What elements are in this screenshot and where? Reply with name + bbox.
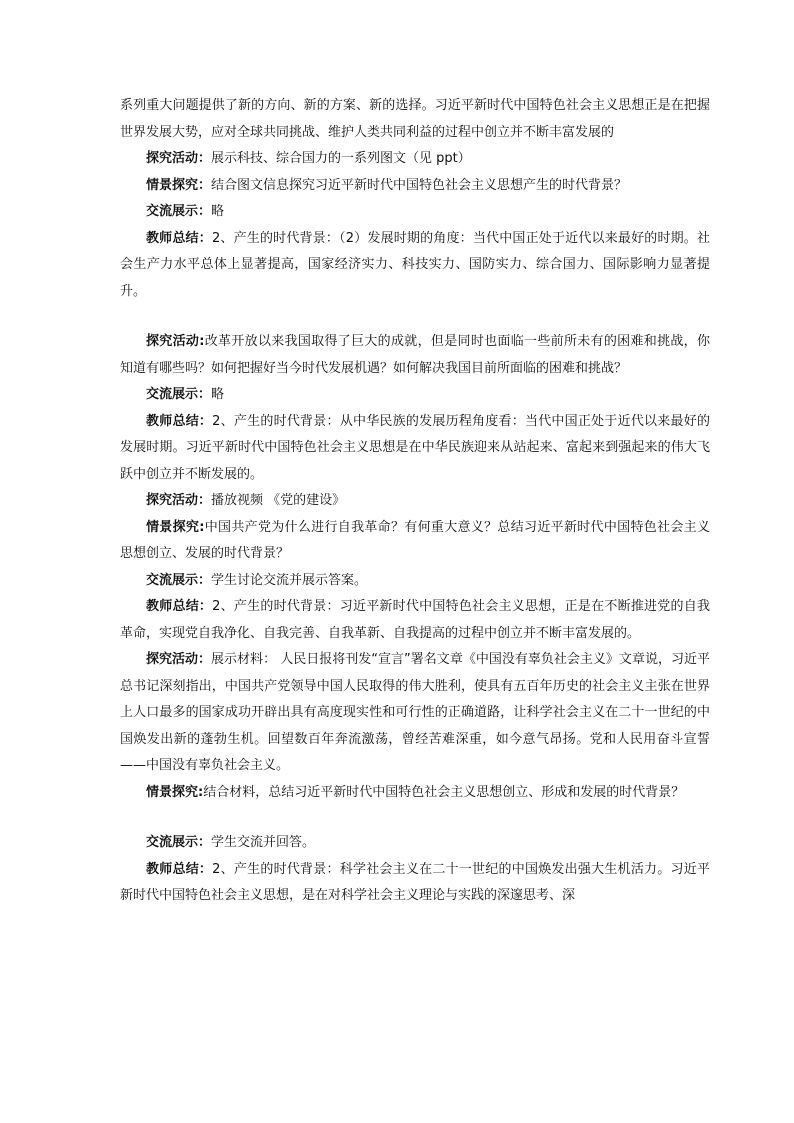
paragraph-text: 结合图文信息探究习近平新时代中国特色社会主义思想产生的时代背景？ xyxy=(211,177,628,193)
paragraph-text: 播放视频 《党的建设》 xyxy=(211,493,346,508)
paragraph-label: 交流展示： xyxy=(146,204,212,219)
paragraph-label: 教师总结： xyxy=(146,599,213,614)
paragraph-teacher-summary-4 xyxy=(120,857,710,910)
paragraph-label: 交流展示： xyxy=(146,835,212,850)
paragraph-text: 中国共产党为什么进行自我革命？有何重大意义？总结习近平新时代中国特色社会主义思想创立、发展的时代背景？ xyxy=(120,519,710,561)
paragraph-text: 改革开放以来我国取得了巨大的成就，但是同时也面临一些前所未有的困难和挑战，你知道有哪些吗？如何把握好当今时代发展机遇？如何解决我国目前所面临的困难和挑战？ xyxy=(120,334,710,376)
paragraph-label: 教师总结： xyxy=(146,861,213,877)
paragraph-label: 情景探究: xyxy=(146,519,205,535)
paragraph-label: 情景探究： xyxy=(146,177,212,193)
paragraph-text: 学生讨论交流并展示答案。 xyxy=(211,572,368,588)
paragraph-exchange-1 xyxy=(120,199,710,226)
paragraph-exchange-2 xyxy=(120,382,710,409)
paragraph-teacher-summary-1 xyxy=(120,226,710,306)
paragraph-spacer xyxy=(120,806,710,830)
paragraph-scenario-1 xyxy=(120,173,710,200)
paragraph-text: 2、产生的时代背景：科学社会主义在二十一世纪的中国焕发出强大生机活力。习近平新时代中国特色社会主义思想，是在对科学社会主义理论与实践的深邃思考、深 xyxy=(120,861,710,903)
paragraph-teacher-summary-3 xyxy=(120,594,710,647)
paragraph-scenario-2 xyxy=(120,515,710,568)
paragraph-label: 探究活动： xyxy=(146,652,212,667)
paragraph-exchange-4 xyxy=(120,830,710,857)
paragraph-label: 教师总结： xyxy=(146,230,212,246)
paragraph-explore-activity-4 xyxy=(120,647,710,780)
paragraph-spacer xyxy=(120,305,710,329)
paragraph-exchange-3 xyxy=(120,568,710,595)
paragraph-label: 交流展示： xyxy=(146,572,212,588)
paragraph-label: 教师总结： xyxy=(146,413,213,429)
paragraph-label: 情景探究: xyxy=(146,784,204,800)
paragraph-scenario-3 xyxy=(120,780,710,807)
paragraph-text: 略 xyxy=(211,387,225,402)
paragraph-text: 2、产生的时代背景：习近平新时代中国特色社会主义思想，正是在不断推进党的自我革命，实现党自我净化、自我完善、自我革新、自我提高的过程中创立并不断丰富发展的。 xyxy=(120,599,710,641)
paragraph-explore-activity-1 xyxy=(120,146,710,173)
paragraph-intro-continuation xyxy=(120,93,710,146)
paragraph-explore-activity-3 xyxy=(120,488,710,515)
paragraph-teacher-summary-2 xyxy=(120,409,710,489)
paragraph-text: 系列重大问题提供了新的方向、新的方案、新的选择。习近平新时代中国特色社会主义思想正是在把握世界发展大势，应对全球共同挑战、维护人类共同利益的过程中创立并不断丰富发展的 xyxy=(120,98,710,140)
paragraph-text: 展示科技、综合国力的一系列图文（见 ppt） xyxy=(211,151,471,166)
paragraph-label: 探究活动: xyxy=(146,334,205,349)
paragraph-label: 探究活动： xyxy=(146,493,212,508)
paragraph-explore-activity-2 xyxy=(120,329,710,382)
paragraph-text: 略 xyxy=(211,204,225,219)
paragraph-label: 交流展示： xyxy=(146,387,212,402)
paragraph-text: 2、产生的时代背景：（2）发展时期的角度：当代中国正处于近代以来最好的时期。社会生产力水平总体上显著提高，国家经济实力、科技实力、国防实力、综合国力、国际影响力显著提升。 xyxy=(120,230,710,299)
paragraph-text: 展示材料： 人民日报将刊发“宣言”署名文章《中国没有辜负社会主义》文章说，习近平总书记深刻指出，中国共产党领导中国人民取得的伟大胜利，使具有五百年历史的社会主义主张在世界上人口最多的国家成功开辟出具有高度现实性和可行性的正确道路，让科学社会主义在二十一世纪的中国焕发出新的蓬勃生机。回望数百年奔流激荡，曾经苦难深重，如今意气昂扬。党和人民用奋斗宣誓——中国没有辜负社会主义。 xyxy=(120,652,710,773)
paragraph-text: 2、产生的时代背景：从中华民族的发展历程角度看：当代中国正处于近代以来最好的发展时期。习近平新时代中国特色社会主义思想是在中华民族迎来从站起来、富起来到强起来的伟大飞跃中创立并不断发展的。 xyxy=(120,413,710,482)
paragraph-label: 探究活动： xyxy=(146,151,212,166)
paragraph-text: 学生交流并回答。 xyxy=(211,835,316,850)
paragraph-text: 结合材料，总结习近平新时代中国特色社会主义思想创立、形成和发展的时代背景？ xyxy=(203,784,685,800)
